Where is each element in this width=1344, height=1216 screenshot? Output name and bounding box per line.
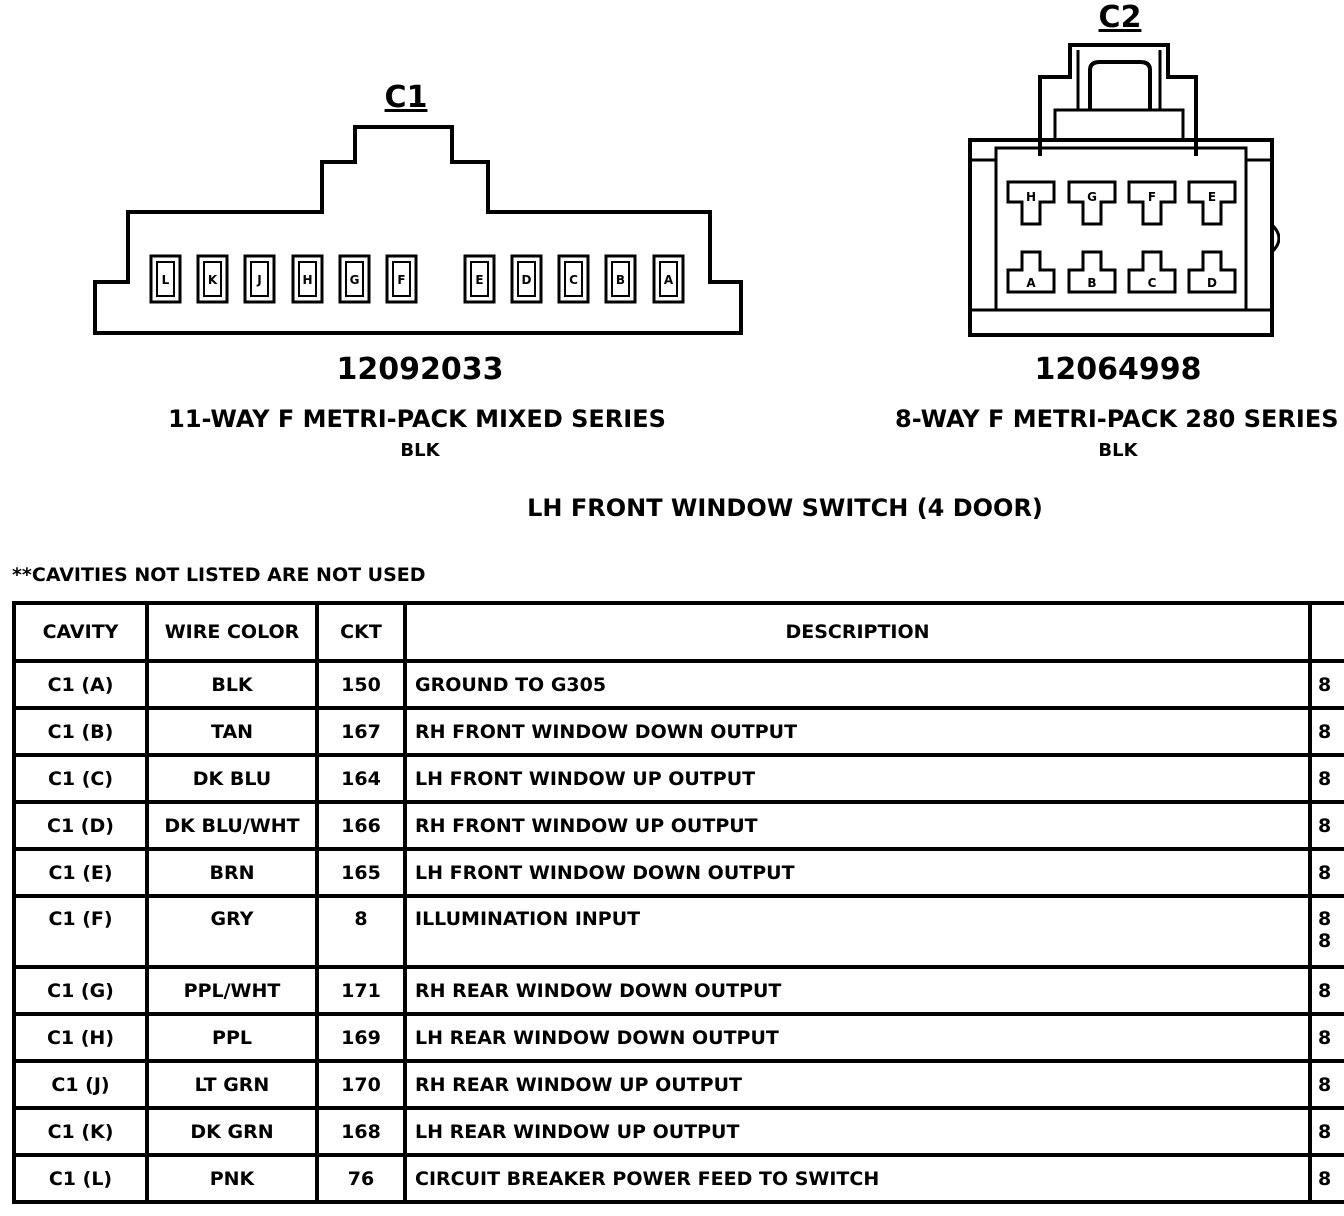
cell-ckt: 164 bbox=[317, 755, 405, 802]
header-ckt: CKT bbox=[317, 603, 405, 661]
table-row bbox=[14, 661, 1344, 708]
c2-color: BLK bbox=[1098, 440, 1138, 461]
cell-description: LH REAR WINDOW DOWN OUTPUT bbox=[405, 1014, 1310, 1061]
cell-wire-color: BRN bbox=[147, 849, 317, 896]
cell-extra-line-1: 8 bbox=[1318, 908, 1332, 930]
table-row bbox=[14, 708, 1344, 755]
cell-ckt: 165 bbox=[317, 849, 405, 896]
cell-description: ILLUMINATION INPUT bbox=[405, 896, 1310, 967]
c2-cavity-g bbox=[1069, 182, 1115, 224]
pinout-table bbox=[12, 601, 1344, 1204]
cell-description: RH REAR WINDOW DOWN OUTPUT bbox=[405, 967, 1310, 1014]
cell-extra: 8 bbox=[1310, 755, 1344, 802]
cell-wire-color: PPL/WHT bbox=[147, 967, 317, 1014]
cell-cavity: C1 (K) bbox=[14, 1108, 147, 1155]
cell-ckt: 150 bbox=[317, 661, 405, 708]
cell-cavity: C1 (F) bbox=[14, 896, 147, 967]
cell-ckt: 166 bbox=[317, 802, 405, 849]
svg-text:G: G bbox=[349, 273, 360, 287]
cell-wire-color: TAN bbox=[147, 708, 317, 755]
c2-cavity-c bbox=[1129, 252, 1175, 292]
cell-cavity: C1 (L) bbox=[14, 1155, 147, 1202]
header-cavity: CAVITY bbox=[14, 603, 147, 661]
svg-text:C: C bbox=[569, 273, 578, 287]
cell-wire-color: DK BLU/WHT bbox=[147, 802, 317, 849]
cavities-note: **CAVITIES NOT LISTED ARE NOT USED bbox=[12, 564, 426, 586]
svg-text:A: A bbox=[1026, 276, 1036, 290]
c1-cavity-c bbox=[559, 256, 588, 302]
svg-text:B: B bbox=[1087, 276, 1097, 290]
c1-cavity-j bbox=[245, 256, 274, 302]
cell-extra-line-2: 8 bbox=[1318, 930, 1332, 952]
c1-cavity-g bbox=[340, 256, 369, 302]
header-wire-color: WIRE COLOR bbox=[147, 603, 317, 661]
cell-wire-color: BLK bbox=[147, 661, 317, 708]
c2-cavity-e bbox=[1189, 182, 1235, 224]
c1-part-number: 12092033 bbox=[336, 352, 504, 387]
cell-description: LH FRONT WINDOW DOWN OUTPUT bbox=[405, 849, 1310, 896]
cell-ckt: 167 bbox=[317, 708, 405, 755]
cell-description: CIRCUIT BREAKER POWER FEED TO SWITCH bbox=[405, 1155, 1310, 1202]
cell-description: RH FRONT WINDOW DOWN OUTPUT bbox=[405, 708, 1310, 755]
cell-wire-color: DK GRN bbox=[147, 1108, 317, 1155]
c2-cavity-h bbox=[1008, 182, 1054, 224]
table-header-row bbox=[14, 603, 1344, 661]
cell-description: RH FRONT WINDOW UP OUTPUT bbox=[405, 802, 1310, 849]
cell-extra: 8 bbox=[1310, 967, 1344, 1014]
table-row bbox=[14, 1061, 1344, 1108]
svg-text:D: D bbox=[521, 273, 532, 287]
cell-cavity: C1 (A) bbox=[14, 661, 147, 708]
svg-text:H: H bbox=[302, 273, 313, 287]
cell-ckt: 171 bbox=[317, 967, 405, 1014]
c1-series: 11-WAY F METRI-PACK MIXED SERIES bbox=[168, 405, 666, 433]
c2-series: 8-WAY F METRI-PACK 280 SERIES bbox=[895, 405, 1339, 433]
cell-cavity: C1 (G) bbox=[14, 967, 147, 1014]
cell-extra: 8 bbox=[1310, 1155, 1344, 1202]
svg-text:J: J bbox=[257, 273, 262, 287]
svg-text:L: L bbox=[161, 273, 170, 287]
cell-extra: 8 bbox=[1310, 849, 1344, 896]
cell-extra: 8 bbox=[1310, 1061, 1344, 1108]
svg-text:D: D bbox=[1207, 276, 1217, 290]
cell-ckt: 168 bbox=[317, 1108, 405, 1155]
cell-description: LH FRONT WINDOW UP OUTPUT bbox=[405, 755, 1310, 802]
c1-cavity-h bbox=[293, 256, 322, 302]
c1-cavity-f bbox=[387, 256, 416, 302]
cell-ckt: 8 bbox=[317, 896, 405, 967]
cell-wire-color: PNK bbox=[147, 1155, 317, 1202]
table-row bbox=[14, 1108, 1344, 1155]
svg-text:B: B bbox=[615, 273, 626, 287]
c2-cavity-b bbox=[1069, 252, 1115, 292]
cell-cavity: C1 (B) bbox=[14, 708, 147, 755]
c1-connector-drawing bbox=[0, 0, 760, 345]
cell-description: GROUND TO G305 bbox=[405, 661, 1310, 708]
table-row bbox=[14, 967, 1344, 1014]
svg-text:E: E bbox=[475, 273, 484, 287]
svg-text:G: G bbox=[1087, 190, 1097, 204]
c2-cavity-a bbox=[1008, 252, 1054, 292]
table-row bbox=[14, 896, 1344, 967]
table-row bbox=[14, 1155, 1344, 1202]
cell-wire-color: LT GRN bbox=[147, 1061, 317, 1108]
c2-cavity-d bbox=[1189, 252, 1235, 292]
svg-text:C: C bbox=[1147, 276, 1157, 290]
c1-cavity-d bbox=[512, 256, 541, 302]
svg-text:F: F bbox=[1147, 190, 1157, 204]
c2-part-number: 12064998 bbox=[1034, 352, 1202, 387]
cell-ckt: 170 bbox=[317, 1061, 405, 1108]
cell-extra: 8 bbox=[1310, 1108, 1344, 1155]
table-row bbox=[14, 755, 1344, 802]
svg-text:H: H bbox=[1025, 190, 1037, 204]
table-row bbox=[14, 802, 1344, 849]
cell-description: LH REAR WINDOW UP OUTPUT bbox=[405, 1108, 1310, 1155]
cell-ckt: 169 bbox=[317, 1014, 405, 1061]
cell-ckt: 76 bbox=[317, 1155, 405, 1202]
cell-extra: 8 bbox=[1310, 802, 1344, 849]
cell-cavity: C1 (H) bbox=[14, 1014, 147, 1061]
c1-cavity-l bbox=[151, 256, 180, 302]
c1-color: BLK bbox=[400, 440, 440, 461]
cell-extra: 8 bbox=[1310, 708, 1344, 755]
cell-wire-color: GRY bbox=[147, 896, 317, 967]
svg-text:F: F bbox=[397, 273, 406, 287]
c1-title: C1 bbox=[384, 80, 428, 115]
c2-cavity-f bbox=[1129, 182, 1175, 224]
table-row bbox=[14, 1014, 1344, 1061]
table-row bbox=[14, 849, 1344, 896]
cell-description: RH REAR WINDOW UP OUTPUT bbox=[405, 1061, 1310, 1108]
c1-cavity-e bbox=[465, 256, 494, 302]
cell-cavity: C1 (E) bbox=[14, 849, 147, 896]
c1-cavity-a bbox=[654, 256, 683, 302]
c1-cavity-b bbox=[606, 256, 635, 302]
cell-cavity: C1 (J) bbox=[14, 1061, 147, 1108]
cell-cavity: C1 (D) bbox=[14, 802, 147, 849]
header-extra bbox=[1310, 603, 1344, 661]
svg-text:E: E bbox=[1207, 190, 1217, 204]
cell-extra: 8 bbox=[1310, 1014, 1344, 1061]
cell-wire-color: DK BLU bbox=[147, 755, 317, 802]
svg-text:A: A bbox=[663, 273, 674, 287]
cell-wire-color: PPL bbox=[147, 1014, 317, 1061]
c2-connector-drawing bbox=[960, 40, 1280, 345]
cell-cavity: C1 (C) bbox=[14, 755, 147, 802]
svg-text:K: K bbox=[207, 273, 218, 287]
cell-extra bbox=[1310, 896, 1344, 967]
page-title: LH FRONT WINDOW SWITCH (4 DOOR) bbox=[527, 494, 1043, 522]
header-description: DESCRIPTION bbox=[405, 603, 1310, 661]
cell-extra: 8 bbox=[1310, 661, 1344, 708]
c1-cavity-k bbox=[198, 256, 227, 302]
c2-title: C2 bbox=[1098, 0, 1142, 35]
